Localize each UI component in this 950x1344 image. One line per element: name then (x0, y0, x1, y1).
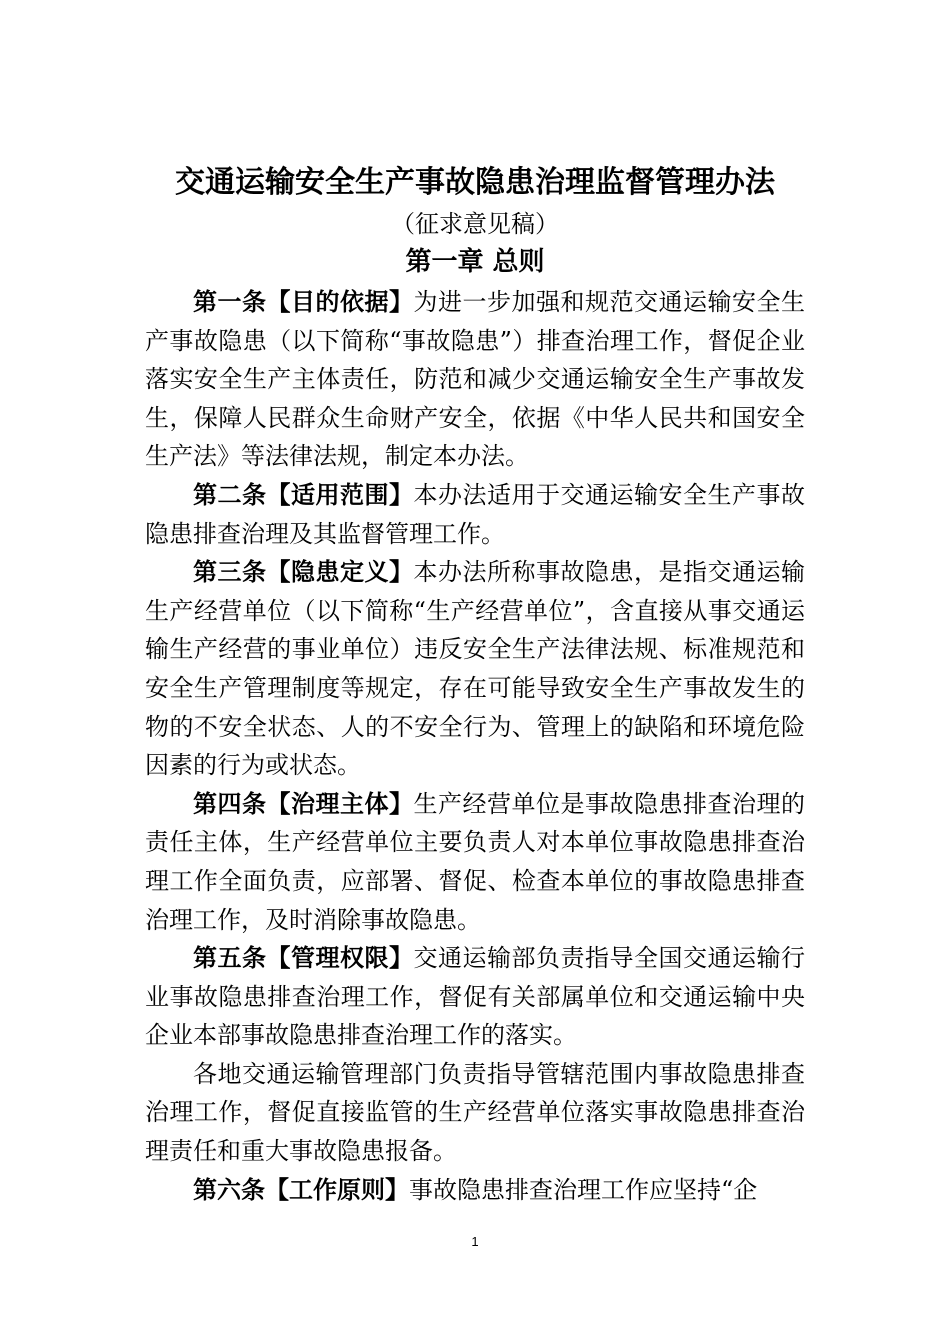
article-text: 生产经营单位是事故隐患排查治理的责任主体，生产经营单位主要负责人对本单位事故隐患排查治理工作全面负责，应部署、督促、检查本单位的事故隐患排查治理工作，及时消除事故隐患。 (145, 789, 805, 934)
article-label: 第二条【适用范围】 (193, 480, 414, 509)
document-title: 交通运输安全生产事故隐患治理监督管理办法 (175, 165, 775, 200)
document-body (145, 283, 805, 1209)
article-label: 第六条【工作原则】 (193, 1175, 409, 1204)
page-number: 1 (471, 1234, 479, 1249)
article-text: 为进一步加强和规范交通运输安全生产事故隐患（以下简称“事故隐患”）排查治理工作，督促企业落实安全生产主体责任，防范和减少交通运输安全生产事故发生，保障人民群众生命财产安全，依据《中华人民共和国安全生产法》等法律法规，制定本办法。 (145, 288, 805, 471)
article-text: 事故隐患排查治理工作应坚持“企 (409, 1175, 758, 1204)
article-text: 交通运输部负责指导全国交通运输行业事故隐患排查治理工作，督促有关部属单位和交通运输中央企业本部事故隐患排查治理工作的落实。 (145, 944, 805, 1050)
article-text: 各地交通运输管理部门负责指导管辖范围内事故隐患排查治理工作，督促直接监管的生产经营单位落实事故隐患排查治理责任和重大事故隐患报备。 (145, 1059, 805, 1166)
article-label: 第四条【治理主体】 (193, 789, 414, 818)
article-6 (145, 1171, 805, 1210)
article-text: 本办法适用于交通运输安全生产事故隐患排查治理及其监督管理工作。 (145, 480, 805, 548)
article-text: 本办法所称事故隐患，是指交通运输生产经营单位（以下简称“生产经营单位”，含直接从事交通运输生产经营的事业单位）违反安全生产法律法规、标准规范和安全生产管理制度等规定，存在可能导致安全生产事故发生的物的不安全状态、人的不安全行为、管理上的缺陷和环境危险因素的行为或状态。 (145, 558, 805, 780)
article-4 (145, 785, 805, 939)
article-label: 第一条【目的依据】 (193, 288, 414, 316)
article-5-paragraph-2 (145, 1055, 805, 1171)
article-label: 第三条【隐患定义】 (193, 558, 414, 587)
article-3 (145, 553, 805, 785)
document-subtitle: （征求意见稿） (391, 210, 559, 238)
article-label: 第五条【管理权限】 (193, 944, 414, 973)
article-5 (145, 939, 805, 1055)
article-1 (145, 283, 805, 476)
chapter-heading: 第一章 总则 (405, 247, 545, 277)
article-2 (145, 476, 805, 553)
